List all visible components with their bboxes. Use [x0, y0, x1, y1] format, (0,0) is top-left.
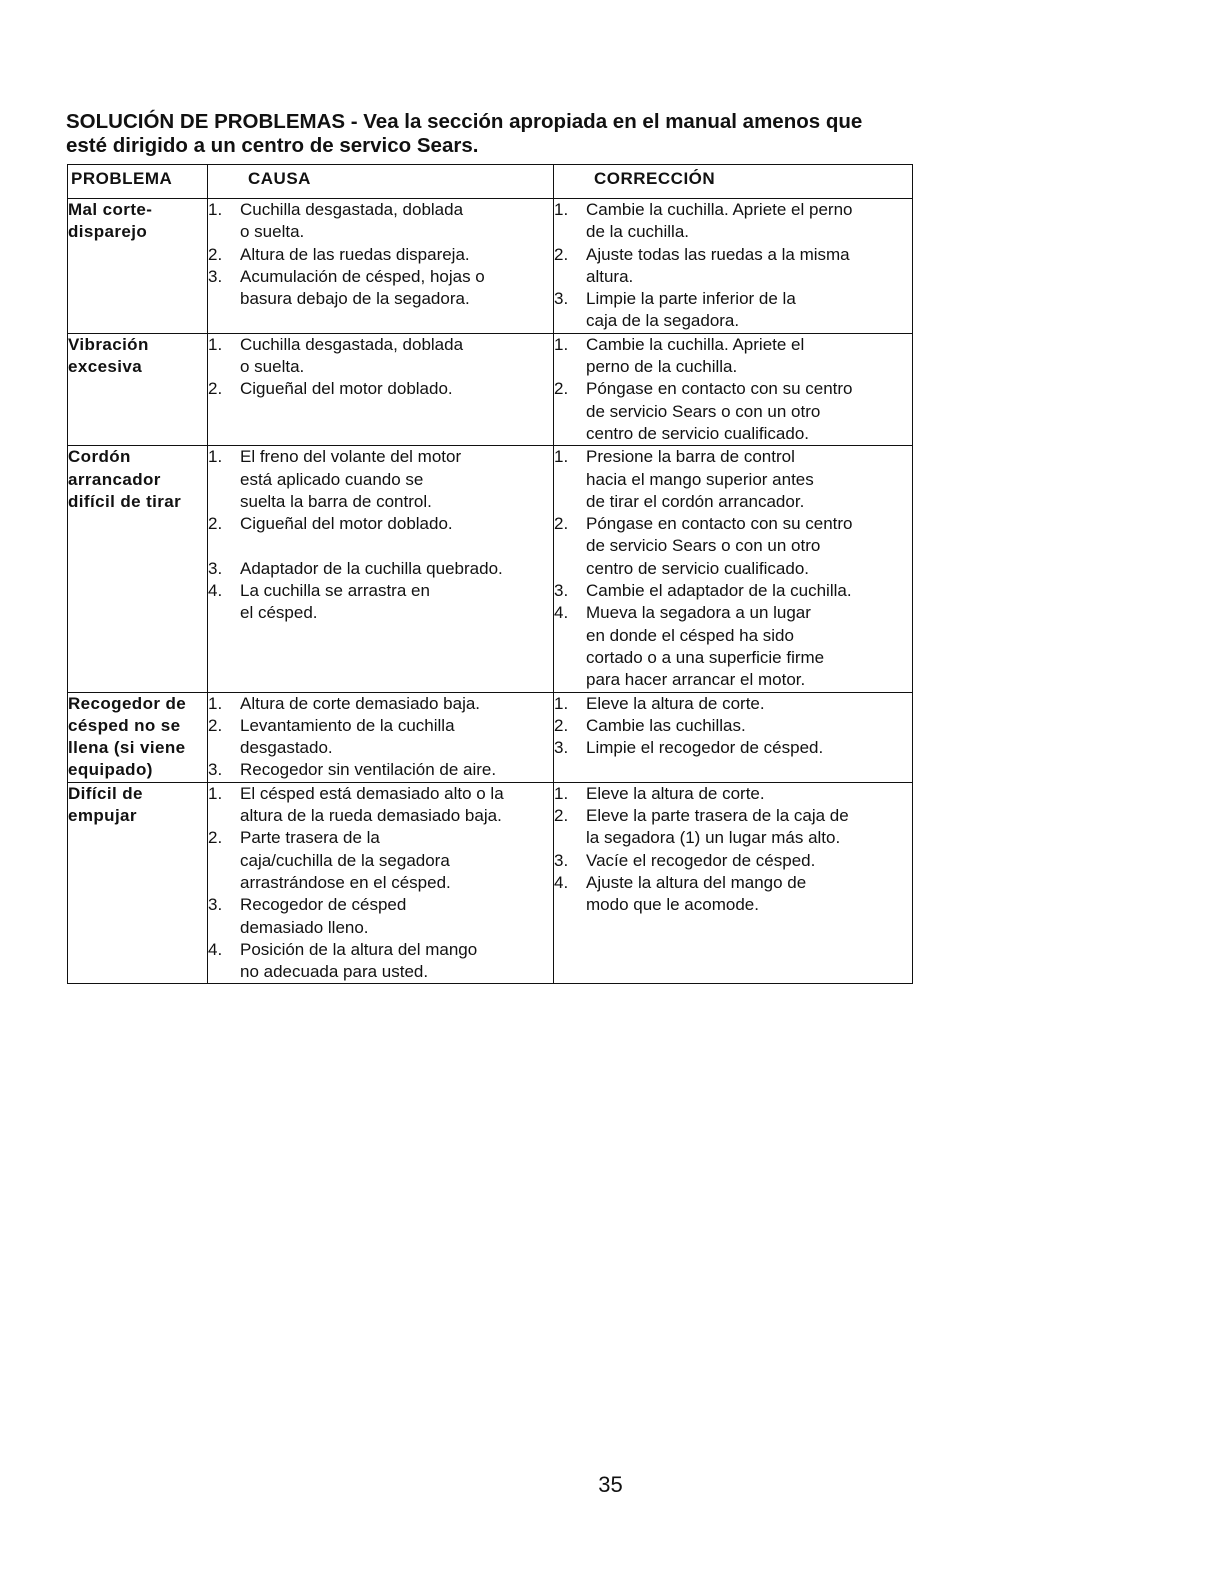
table-body — [68, 199, 913, 984]
correction-cell — [554, 333, 913, 445]
correction-item — [554, 244, 912, 289]
cause-cell — [208, 446, 554, 692]
item-number: 2. — [554, 806, 569, 826]
item-number: 2. — [554, 379, 569, 399]
cause-list — [208, 783, 553, 984]
problem-cell — [68, 692, 208, 782]
cause-item — [208, 266, 553, 311]
correction-item — [554, 783, 912, 805]
correction-item — [554, 850, 912, 872]
cause-list — [208, 334, 553, 401]
problem-label-line: arrancador — [68, 469, 161, 489]
correction-item — [554, 602, 912, 691]
item-text: Cambie la cuchilla. Apriete el perno de la cuchilla. — [586, 334, 805, 377]
page-number: 35 — [598, 1472, 623, 1497]
correction-cell — [554, 446, 913, 692]
cause-item — [208, 244, 553, 266]
item-text: Altura de corte demasiado baja. — [240, 693, 481, 713]
cause-list — [208, 693, 553, 782]
item-text: Ajuste la altura del mango de modo que le acomode. — [586, 872, 807, 915]
cause-item — [208, 783, 553, 828]
item-text: Acumulación de césped, hojas o basura debajo de la segadora. — [240, 266, 485, 309]
correction-list — [554, 446, 912, 691]
correction-item — [554, 288, 912, 333]
item-number: 4. — [208, 581, 223, 601]
cause-item — [208, 199, 553, 244]
problem-label-line: césped no se — [68, 715, 181, 735]
item-number: 1. — [554, 447, 569, 467]
item-number: 1. — [208, 693, 223, 713]
item-number: 4. — [554, 872, 569, 892]
item-text: El césped está demasiado alto o la altura de la rueda demasiado baja. — [240, 783, 504, 826]
item-number: 4. — [208, 939, 223, 959]
problem-label-line: Vibración — [68, 334, 149, 354]
correction-item — [554, 737, 912, 759]
correction-item — [554, 715, 912, 737]
item-text: Cuchilla desgastada, doblada o suelta. — [240, 200, 464, 242]
cause-item — [208, 939, 553, 984]
table-row — [68, 446, 913, 692]
correction-item — [554, 580, 912, 602]
problem-cell — [68, 446, 208, 692]
item-text: Cambie las cuchillas. — [586, 715, 746, 735]
item-number: 3. — [554, 289, 569, 309]
table-row — [68, 333, 913, 445]
cause-cell — [208, 782, 554, 984]
item-number: 3. — [208, 760, 223, 780]
item-text: El freno del volante del motor está aplicado cuando se suelta la barra de control. — [240, 447, 462, 511]
cause-item — [208, 513, 553, 558]
correction-item — [554, 693, 912, 715]
item-text: Mueva la segadora a un lugar en donde el césped ha sido cortado o a una superficie firme para hacer arrancar el motor. — [586, 603, 825, 690]
table-header-row — [68, 165, 913, 199]
item-number: 1. — [208, 200, 223, 219]
cause-item — [208, 693, 553, 715]
problem-label-line: Mal corte- — [68, 200, 153, 219]
item-number: 1. — [208, 783, 223, 803]
item-number: 2. — [208, 828, 223, 848]
cause-item — [208, 558, 553, 580]
correction-list — [554, 199, 912, 333]
correction-item — [554, 513, 912, 580]
item-number: 3. — [554, 738, 569, 758]
item-number: 2. — [554, 244, 569, 264]
item-text: Cambie el adaptador de la cuchilla. — [586, 581, 852, 601]
table-row — [68, 199, 913, 334]
cause-item — [208, 894, 553, 939]
item-text: Limpie la parte inferior de la caja de la segadora. — [586, 289, 796, 331]
correction-cell — [554, 782, 913, 984]
page-title-line-2: esté dirigido a un centro de servico Sears. — [66, 134, 479, 157]
item-number: 2. — [554, 715, 569, 735]
item-number: 1. — [554, 200, 569, 219]
problem-label-line: empujar — [68, 806, 137, 826]
item-number: 3. — [554, 581, 569, 601]
item-text: Eleve la parte trasera de la caja de la segadora (1) un lugar más alto. — [586, 806, 849, 848]
problem-label-line: Difícil de — [68, 783, 143, 803]
item-text: Adaptador de la cuchilla quebrado. — [240, 558, 503, 578]
item-text: La cuchilla se arrastra en el césped. — [240, 581, 430, 623]
item-number: 1. — [554, 693, 569, 713]
item-text: Póngase en contacto con su centro de servicio Sears o con un otro centro de servicio cualificado. — [586, 379, 853, 443]
item-text: Vacíe el recogedor de césped. — [586, 850, 816, 870]
item-number: 3. — [208, 895, 223, 915]
column-header-cause: CAUSA — [208, 165, 554, 199]
item-text: Presione la barra de control hacia el mango superior antes de tirar el cordón arrancador. — [586, 447, 814, 511]
item-number: 3. — [208, 558, 223, 578]
item-number: 1. — [208, 334, 223, 354]
cause-item — [208, 378, 553, 400]
item-text: Altura de las ruedas dispareja. — [240, 244, 470, 264]
cause-list — [208, 446, 553, 624]
problem-cell — [68, 199, 208, 334]
item-text: Recogedor de césped demasiado lleno. — [240, 895, 407, 937]
item-text: Parte trasera de la caja/cuchilla de la segadora arrastrándose en el césped. — [240, 828, 451, 892]
item-number: 1. — [208, 447, 223, 467]
troubleshooting-table — [67, 164, 913, 984]
column-header-correction: CORRECCIÓN — [554, 165, 913, 199]
cause-cell — [208, 333, 554, 445]
cause-item — [208, 759, 553, 781]
correction-item — [554, 872, 912, 917]
problem-cell — [68, 782, 208, 984]
item-text: Cambie la cuchilla. Apriete el perno de la cuchilla. — [586, 200, 853, 242]
column-header-problem: PROBLEMA — [68, 165, 208, 199]
item-text: Póngase en contacto con su centro de servicio Sears o con un otro centro de servicio cualificado. — [586, 514, 853, 578]
problem-label-line: disparejo — [68, 222, 148, 242]
cause-item — [208, 334, 553, 379]
cause-item — [208, 580, 553, 625]
correction-cell — [554, 199, 913, 334]
table-row — [68, 782, 913, 984]
correction-list — [554, 693, 912, 760]
correction-item — [554, 378, 912, 445]
problem-label-line: llena (si viene — [68, 738, 186, 758]
problem-label-line: equipado) — [68, 760, 153, 780]
cause-item — [208, 715, 553, 760]
item-text: Cuchilla desgastada, doblada o suelta. — [240, 334, 464, 377]
cause-list — [208, 199, 553, 310]
table-row — [68, 692, 913, 782]
item-text: Eleve la altura de corte. — [586, 783, 765, 803]
page-title — [66, 110, 926, 158]
cause-cell — [208, 692, 554, 782]
problem-label-line: Cordón — [68, 447, 131, 467]
correction-list — [554, 334, 912, 445]
correction-item — [554, 446, 912, 513]
item-text: Ajuste todas las ruedas a la misma altura. — [586, 244, 850, 286]
item-text: Limpie el recogedor de césped. — [586, 738, 824, 758]
item-number: 4. — [554, 603, 569, 623]
correction-cell — [554, 692, 913, 782]
correction-item — [554, 334, 912, 379]
cause-cell — [208, 199, 554, 334]
item-text: Recogedor sin ventilación de aire. — [240, 760, 497, 780]
item-number: 2. — [208, 244, 223, 264]
item-text: Levantamiento de la cuchilla desgastado. — [240, 715, 455, 758]
item-number: 1. — [554, 783, 569, 803]
item-text: Posición de la altura del mango no adecuada para usted. — [240, 939, 478, 982]
correction-item — [554, 199, 912, 244]
item-number: 2. — [208, 379, 223, 399]
item-text: Eleve la altura de corte. — [586, 693, 765, 713]
item-number: 2. — [554, 514, 569, 534]
item-number: 2. — [208, 514, 223, 534]
problem-label-line: excesiva — [68, 357, 143, 377]
item-number: 3. — [208, 266, 223, 286]
cause-item — [208, 446, 553, 513]
problem-label-line: difícil de tirar — [68, 491, 182, 511]
item-text: Cigueñal del motor doblado. — [240, 379, 453, 399]
item-number: 1. — [554, 334, 569, 354]
item-number: 2. — [208, 715, 223, 735]
problem-cell — [68, 333, 208, 445]
correction-list — [554, 783, 912, 917]
item-text: Cigueñal del motor doblado. — [240, 514, 453, 534]
cause-item — [208, 827, 553, 894]
item-number: 3. — [554, 850, 569, 870]
problem-label-line: Recogedor de — [68, 693, 187, 713]
page-title-line-1: SOLUCIÓN DE PROBLEMAS - Vea la sección apropiada en el manual amenos que — [66, 110, 863, 133]
correction-item — [554, 805, 912, 850]
